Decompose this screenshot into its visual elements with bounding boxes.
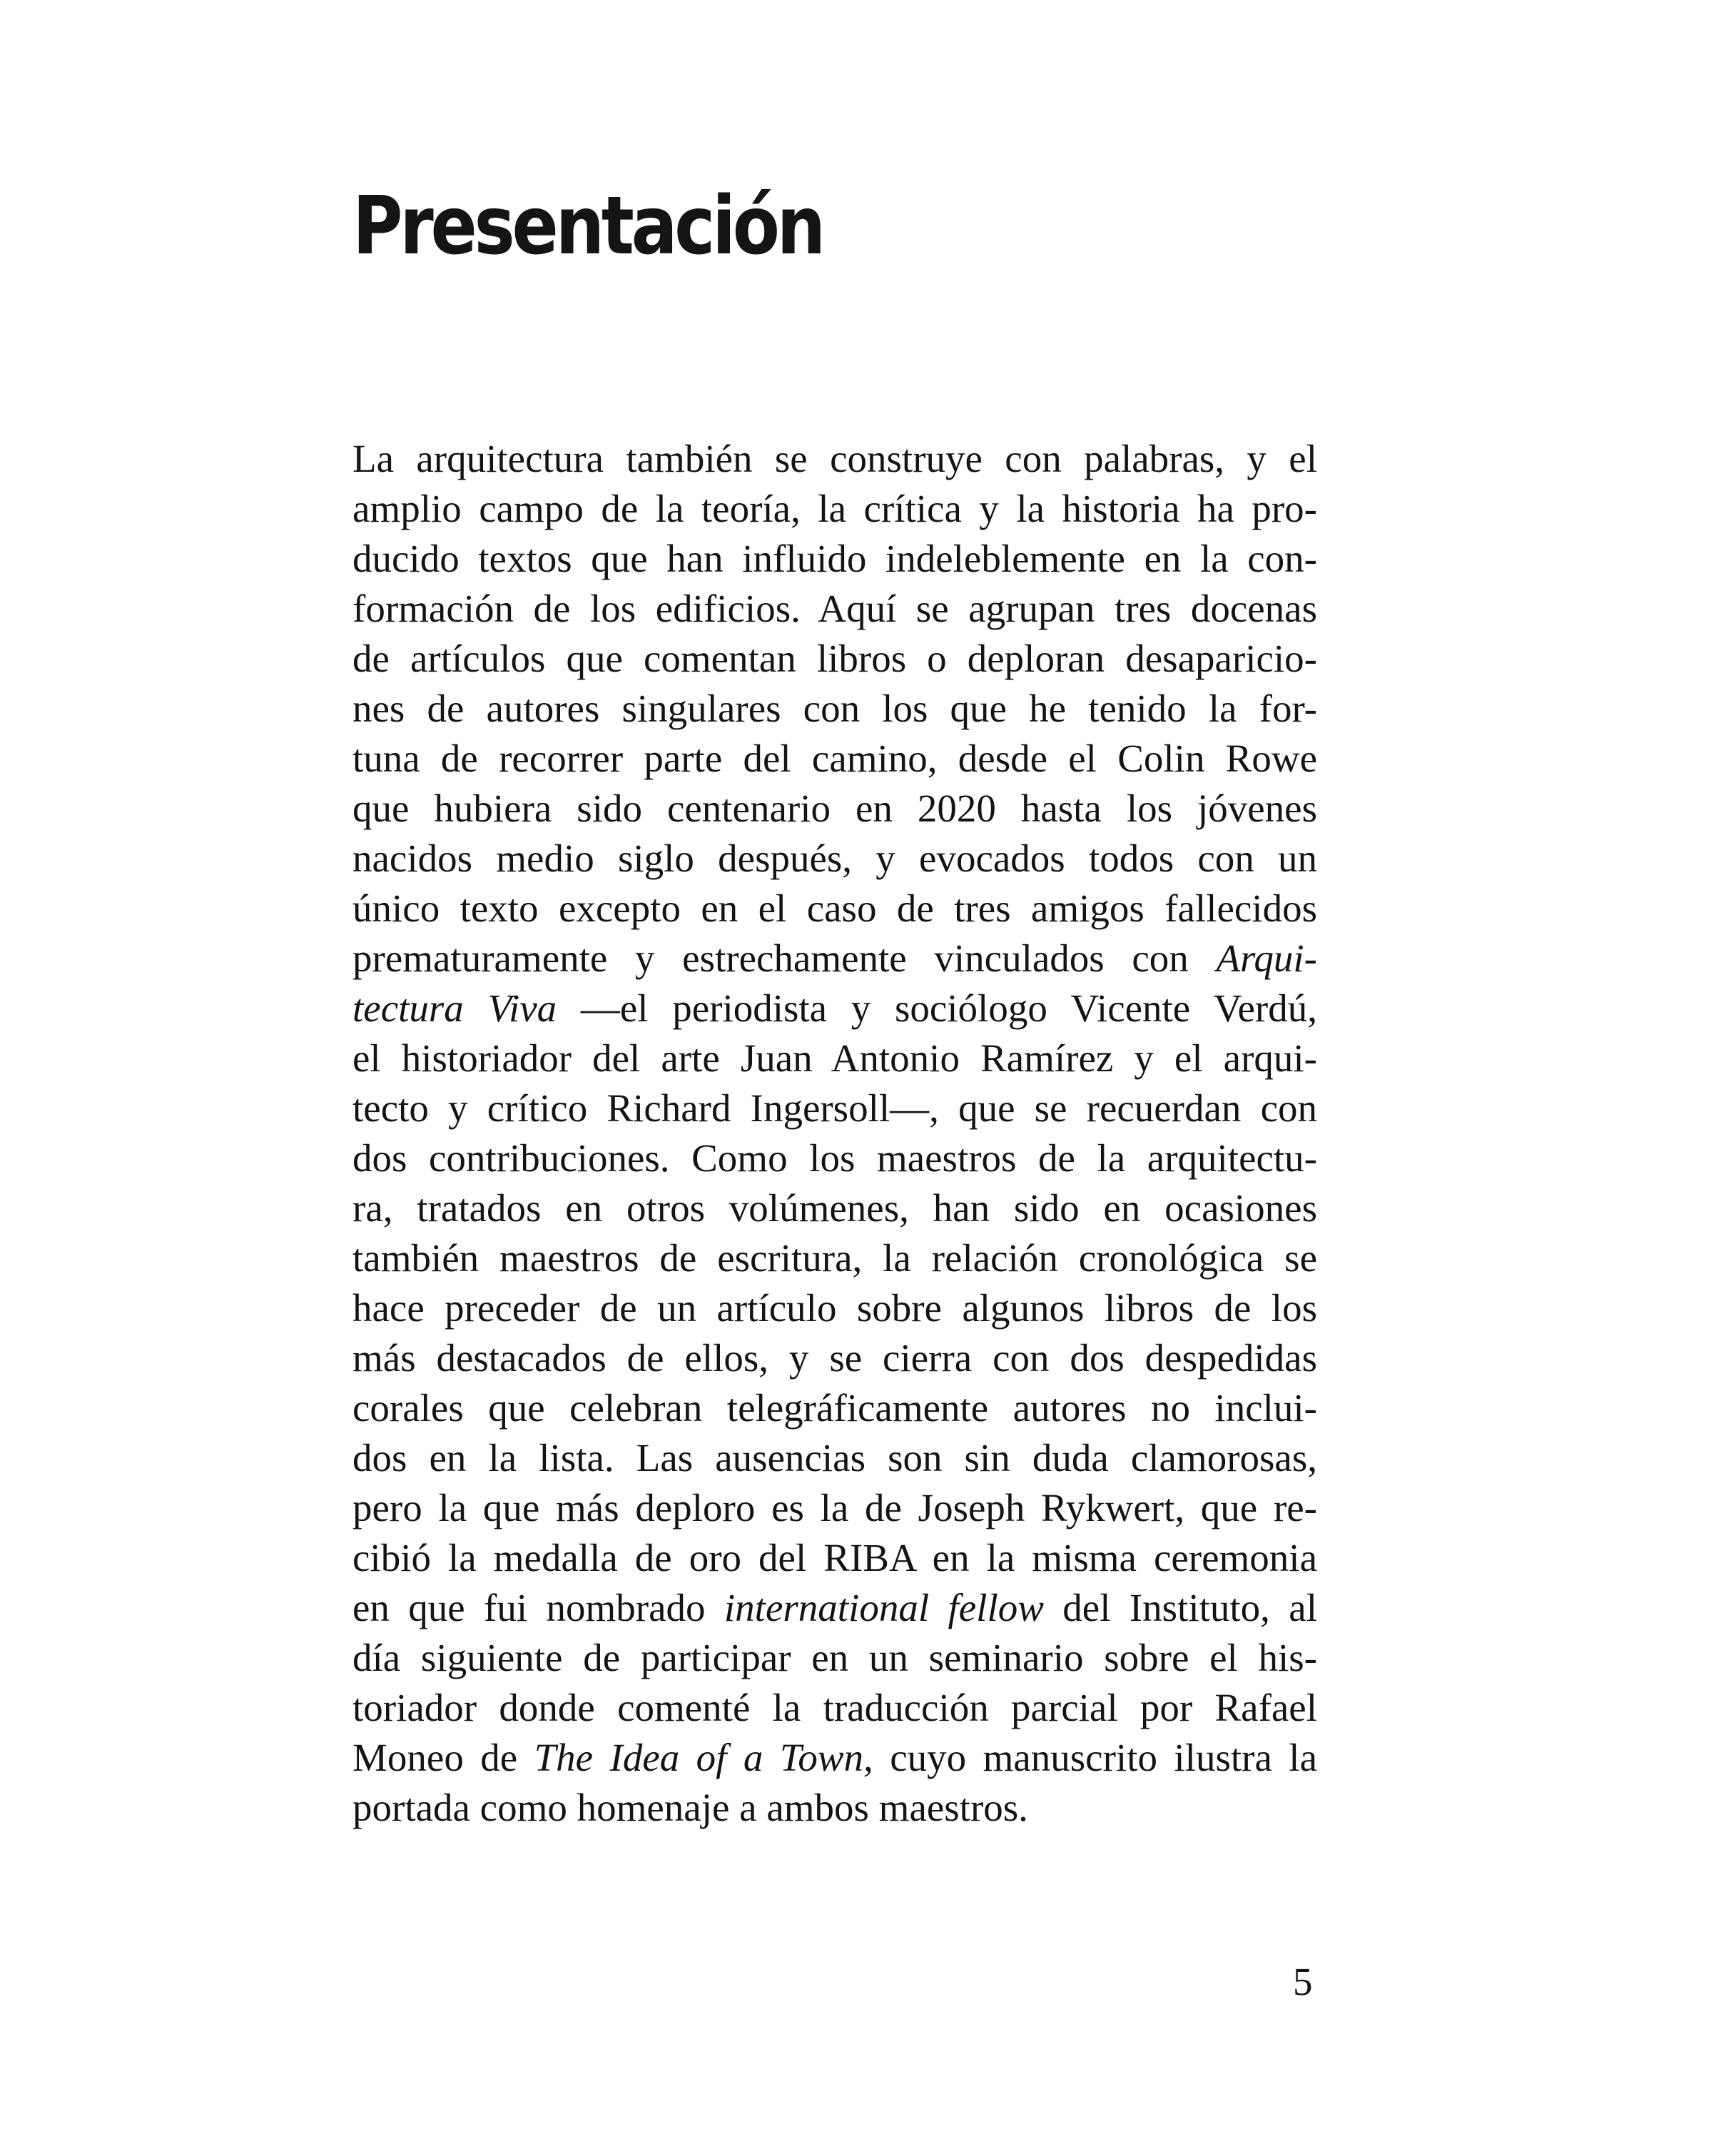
text-line: [352, 734, 1317, 784]
text-segment: en que fui nombrado: [352, 1586, 724, 1629]
text-segment: que hubiera sido centenario en 2020 hasta los jóvenes: [352, 787, 1317, 830]
text-segment: tuna de recorrer parte del camino, desde el Colin Rowe: [352, 737, 1317, 780]
text-line: [352, 634, 1317, 684]
text-segment: día siguiente de participar en un seminario sobre el his-: [352, 1636, 1317, 1679]
text-line: [352, 684, 1317, 734]
text-segment: nes de autores singulares con los que he tenido la for-: [352, 687, 1317, 730]
text-line: [352, 1783, 1317, 1833]
text-segment: el historiador del arte Juan Antonio Ramírez y el arqui-: [352, 1036, 1317, 1080]
text-segment: cibió la medalla de oro del RIBA en la misma ceremonia: [352, 1536, 1317, 1579]
text-line: [352, 1433, 1317, 1483]
text-segment: amplio campo de la teoría, la crítica y la historia ha pro-: [352, 487, 1317, 530]
text-segment: tecto y crítico Richard Ingersoll—, que se recuerdan con: [352, 1086, 1317, 1130]
text-line: [352, 584, 1317, 634]
page-title: Presentación: [352, 180, 823, 273]
text-segment: —el periodista y sociólogo Vicente Verdú,: [557, 986, 1317, 1030]
text-line: [352, 934, 1317, 984]
text-segment: prematuramente y estrechamente vinculados con: [352, 936, 1217, 980]
text-line: [352, 1683, 1317, 1733]
text-segment: pero la que más deploro es la de Joseph Rykwert, que re-: [352, 1486, 1317, 1529]
italic-text: Arqui-: [1216, 936, 1317, 980]
text-segment: nacidos medio siglo después, y evocados todos con un: [352, 836, 1317, 880]
text-line: [352, 484, 1317, 534]
text-line: [352, 1483, 1317, 1533]
text-line: [352, 834, 1317, 884]
text-segment: dos en la lista. Las ausencias son sin duda clamorosas,: [352, 1436, 1317, 1480]
text-segment: formación de los edificios. Aquí se agrupan tres docenas: [352, 587, 1317, 630]
text-segment: hace preceder de un artículo sobre algunos libros de los: [352, 1286, 1317, 1330]
text-line: [352, 1733, 1317, 1783]
text-segment: también maestros de escritura, la relación cronológica se: [352, 1236, 1317, 1280]
text-line: [352, 1583, 1317, 1633]
text-segment: Moneo de: [352, 1736, 534, 1779]
text-line: [352, 984, 1317, 1033]
text-segment: ra, tratados en otros volúmenes, han sido en ocasiones: [352, 1186, 1317, 1230]
text-line: [352, 1183, 1317, 1233]
text-segment: toriador donde comenté la traducción parcial por Rafael: [352, 1686, 1317, 1729]
text-line: [352, 434, 1317, 484]
text-line: [352, 534, 1317, 584]
italic-text: The Idea of a Town,: [534, 1736, 873, 1779]
text-segment: único texto excepto en el caso de tres amigos fallecidos: [352, 886, 1317, 930]
text-line: [352, 1333, 1317, 1383]
text-line: [352, 1533, 1317, 1583]
text-line: [352, 1083, 1317, 1133]
text-line: [352, 1033, 1317, 1083]
text-segment: dos contribuciones. Como los maestros de la arquitectu-: [352, 1136, 1317, 1180]
text-line: [352, 1633, 1317, 1683]
text-segment: La arquitectura también se construye con palabras, y el: [352, 437, 1317, 480]
text-line: [352, 1233, 1317, 1283]
text-segment: corales que celebran telegráficamente autores no inclui-: [352, 1386, 1317, 1430]
text-segment: portada como homenaje a ambos maestros.: [352, 1786, 1028, 1829]
text-segment: cuyo manuscrito ilustra la: [873, 1736, 1317, 1779]
text-segment: del Instituto, al: [1043, 1586, 1317, 1629]
text-segment: ducido textos que han influido indeleblemente en la con-: [352, 537, 1317, 580]
text-line: [352, 1283, 1317, 1333]
body-paragraph: [352, 434, 1317, 1833]
text-line: [352, 1383, 1317, 1433]
text-segment: más destacados de ellos, y se cierra con dos despedidas: [352, 1336, 1317, 1380]
page-number: 5: [1293, 1960, 1313, 2003]
text-segment: de artículos que comentan libros o deploran desaparicio-: [352, 637, 1317, 680]
italic-text: international fellow: [724, 1586, 1044, 1629]
text-line: [352, 1133, 1317, 1183]
text-line: [352, 784, 1317, 834]
text-line: [352, 884, 1317, 934]
italic-text: tectura Viva: [352, 986, 557, 1030]
